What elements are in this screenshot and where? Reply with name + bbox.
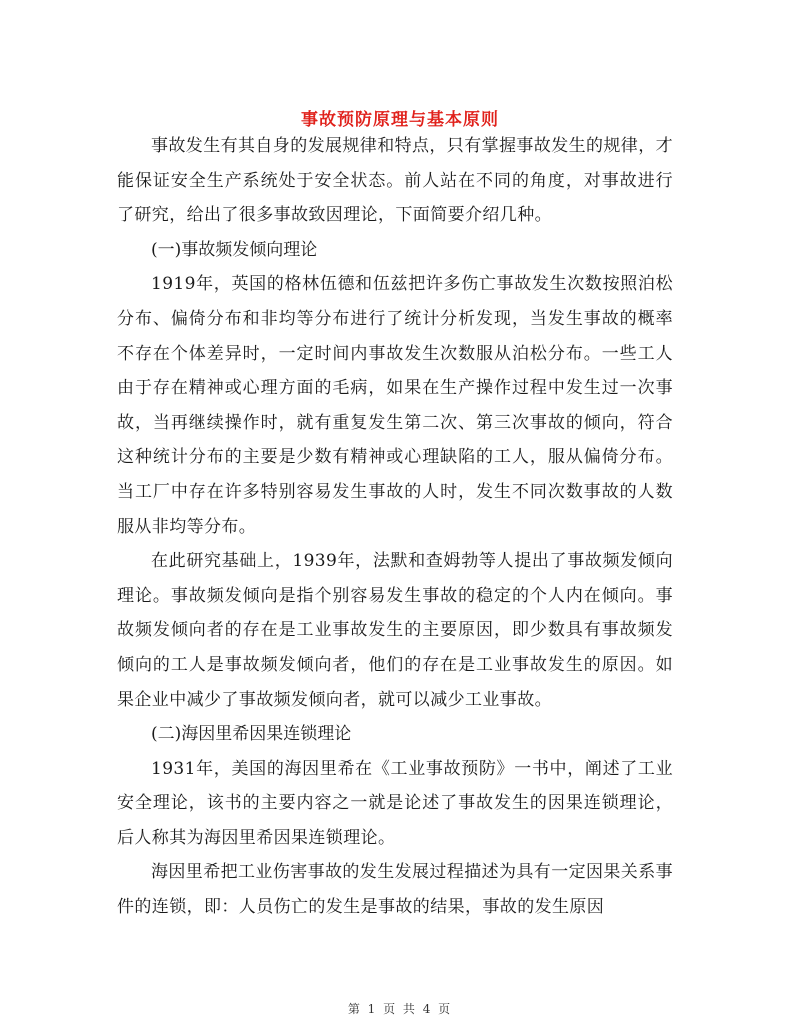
document-body bbox=[117, 129, 673, 925]
section-heading-heinrich: (二)海因里希因果连锁理论 bbox=[151, 724, 352, 745]
document-title: 事故预防原理与基本原则 bbox=[301, 110, 499, 131]
paragraph-1939-theory: 在此研究基础上，1939年，法默和查姆勃等人提出了事故频发倾向理论。事故频发倾向是指个别容易发生事故的稳定的个人内在倾向。事故频发倾向者的存在是工业事故发生的主要原因，即少数具有事故频发倾向的工人是事故频发倾向者，他们的存在是工业事故发生的原因。如果企业中减少了事故频发倾向者，就可以减少工业事故。 bbox=[117, 551, 673, 710]
paragraph-intro: 事故发生有其自身的发展规律和特点，只有掌握事故发生的规律，才能保证安全生产系统处于安全状态。前人站在不同的角度，对事故进行了研究，给出了很多事故致因理论，下面简要介绍几种。 bbox=[117, 136, 673, 226]
paragraph-1919-study: 1919年，英国的格林伍德和伍兹把许多伤亡事故发生次数按照泊松分布、偏倚分布和非均等分布进行了统计分析发现，当发生事故的概率不存在个体差异时，一定时间内事故发生次数服从泊松分布。一些工人由于存在精神或心理方面的毛病，如果在生产操作过程中发生过一次事故，当再继续操作时，就有重复发生第二次、第三次事故的倾向，符合这种统计分布的主要是少数有精神或心理缺陷的工人，服从偏倚分布。当工厂中存在许多特别容易发生事故的人时，发生不同次数事故的人数服从非均等分布。 bbox=[117, 274, 673, 537]
section-heading-accident-proneness: (一)事故频发倾向理论 bbox=[151, 239, 318, 260]
paragraph-causal-chain: 海因里希把工业伤害事故的发生发展过程描述为具有一定因果关系事件的连锁，即：人员伤亡的发生是事故的结果，事故的发生原因 bbox=[117, 862, 673, 918]
paragraph-1931-heinrich: 1931年，美国的海因里希在《工业事故预防》一书中，阐述了工业安全理论，该书的主要内容之一就是论述了事故发生的因果连锁理论，后人称其为海因里希因果连锁理论。 bbox=[117, 758, 673, 848]
page-footer: 第 1 页 共 4 页 bbox=[347, 1002, 453, 1016]
